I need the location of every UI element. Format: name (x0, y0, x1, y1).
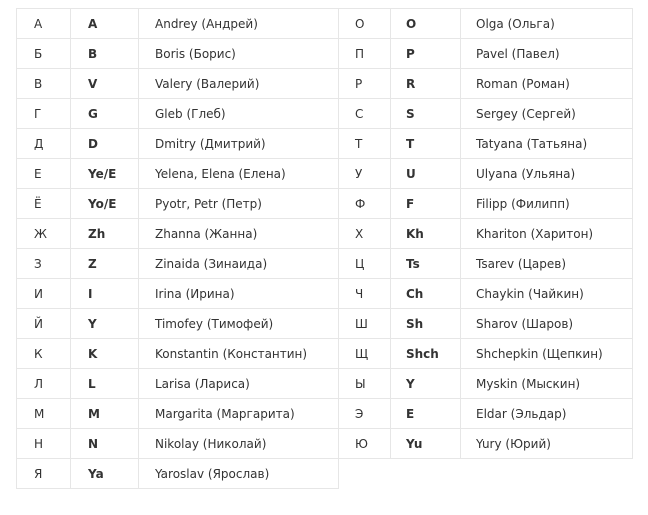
example-name-cell: Roman (Роман) (461, 69, 633, 99)
example-name-cell: Filipp (Филипп) (461, 189, 633, 219)
cyrillic-letter-cell: Г (17, 99, 71, 129)
table-row (17, 399, 633, 429)
latin-letter-cell: Sh (391, 309, 461, 339)
cyrillic-letter-cell: Л (17, 369, 71, 399)
example-name-cell: Sergey (Сергей) (461, 99, 633, 129)
table-row (17, 219, 633, 249)
latin-letter-cell: T (391, 129, 461, 159)
table-row (17, 69, 633, 99)
latin-letter-cell: F (391, 189, 461, 219)
cyrillic-letter-cell: Р (339, 69, 391, 99)
cyrillic-letter-cell: А (17, 9, 71, 39)
example-name-cell: Andrey (Андрей) (139, 9, 339, 39)
latin-letter-cell: Ya (71, 459, 139, 489)
example-name-cell: Larisa (Лариса) (139, 369, 339, 399)
example-name-cell: Yury (Юрий) (461, 429, 633, 459)
latin-letter-cell: M (71, 399, 139, 429)
cyrillic-letter-cell: Ю (339, 429, 391, 459)
example-name-cell (461, 459, 633, 489)
latin-letter-cell: Y (391, 369, 461, 399)
cyrillic-letter-cell: З (17, 249, 71, 279)
table-row (17, 369, 633, 399)
latin-letter-cell: Shch (391, 339, 461, 369)
example-name-cell: Khariton (Харитон) (461, 219, 633, 249)
latin-letter-cell: N (71, 429, 139, 459)
latin-letter-cell: U (391, 159, 461, 189)
table-row (17, 99, 633, 129)
latin-letter-cell: Y (71, 309, 139, 339)
latin-letter-cell: O (391, 9, 461, 39)
cyrillic-letter-cell: В (17, 69, 71, 99)
latin-letter-cell (391, 459, 461, 489)
cyrillic-letter-cell: Ф (339, 189, 391, 219)
table-row (17, 459, 633, 489)
latin-letter-cell: S (391, 99, 461, 129)
example-name-cell: Konstantin (Константин) (139, 339, 339, 369)
table-row (17, 9, 633, 39)
latin-letter-cell: Ye/E (71, 159, 139, 189)
example-name-cell: Margarita (Маргарита) (139, 399, 339, 429)
cyrillic-letter-cell: Ы (339, 369, 391, 399)
latin-letter-cell: Kh (391, 219, 461, 249)
cyrillic-letter-cell: Ч (339, 279, 391, 309)
example-name-cell: Myskin (Мыскин) (461, 369, 633, 399)
example-name-cell: Eldar (Эльдар) (461, 399, 633, 429)
latin-letter-cell: E (391, 399, 461, 429)
table-row (17, 429, 633, 459)
example-name-cell: Shchepkin (Щепкин) (461, 339, 633, 369)
example-name-cell: Sharov (Шаров) (461, 309, 633, 339)
cyrillic-letter-cell: Е (17, 159, 71, 189)
example-name-cell: Yaroslav (Ярослав) (139, 459, 339, 489)
cyrillic-letter-cell (339, 459, 391, 489)
cyrillic-letter-cell: Х (339, 219, 391, 249)
latin-letter-cell: G (71, 99, 139, 129)
example-name-cell: Tsarev (Царев) (461, 249, 633, 279)
cyrillic-letter-cell: С (339, 99, 391, 129)
table-row (17, 159, 633, 189)
example-name-cell: Valery (Валерий) (139, 69, 339, 99)
latin-letter-cell: Zh (71, 219, 139, 249)
example-name-cell: Ulyana (Ульяна) (461, 159, 633, 189)
example-name-cell: Tatyana (Татьяна) (461, 129, 633, 159)
cyrillic-letter-cell: Ё (17, 189, 71, 219)
table-row (17, 39, 633, 69)
cyrillic-letter-cell: П (339, 39, 391, 69)
cyrillic-letter-cell: Ц (339, 249, 391, 279)
example-name-cell: Zinaida (Зинаида) (139, 249, 339, 279)
cyrillic-letter-cell: К (17, 339, 71, 369)
table-row (17, 249, 633, 279)
latin-letter-cell: R (391, 69, 461, 99)
cyrillic-letter-cell: Б (17, 39, 71, 69)
example-name-cell: Chaykin (Чайкин) (461, 279, 633, 309)
example-name-cell: Yelena, Elena (Елена) (139, 159, 339, 189)
example-name-cell: Irina (Ирина) (139, 279, 339, 309)
cyrillic-letter-cell: Н (17, 429, 71, 459)
latin-letter-cell: P (391, 39, 461, 69)
cyrillic-letter-cell: Ш (339, 309, 391, 339)
example-name-cell: Pyotr, Petr (Петр) (139, 189, 339, 219)
transliteration-table-container (16, 8, 632, 489)
example-name-cell: Boris (Борис) (139, 39, 339, 69)
latin-letter-cell: Ch (391, 279, 461, 309)
latin-letter-cell: I (71, 279, 139, 309)
latin-letter-cell: D (71, 129, 139, 159)
example-name-cell: Timofey (Тимофей) (139, 309, 339, 339)
table-row (17, 339, 633, 369)
table-row (17, 129, 633, 159)
latin-letter-cell: Z (71, 249, 139, 279)
latin-letter-cell: K (71, 339, 139, 369)
cyrillic-letter-cell: И (17, 279, 71, 309)
latin-letter-cell: L (71, 369, 139, 399)
table-row (17, 309, 633, 339)
cyrillic-letter-cell: Щ (339, 339, 391, 369)
example-name-cell: Olga (Ольга) (461, 9, 633, 39)
cyrillic-letter-cell: М (17, 399, 71, 429)
cyrillic-letter-cell: Э (339, 399, 391, 429)
cyrillic-letter-cell: О (339, 9, 391, 39)
latin-letter-cell: Ts (391, 249, 461, 279)
cyrillic-letter-cell: Д (17, 129, 71, 159)
cyrillic-letter-cell: У (339, 159, 391, 189)
table-row (17, 189, 633, 219)
cyrillic-letter-cell: Ж (17, 219, 71, 249)
latin-letter-cell: Yo/E (71, 189, 139, 219)
cyrillic-letter-cell: Т (339, 129, 391, 159)
latin-letter-cell: A (71, 9, 139, 39)
table-row (17, 279, 633, 309)
example-name-cell: Dmitry (Дмитрий) (139, 129, 339, 159)
cyrillic-letter-cell: Й (17, 309, 71, 339)
example-name-cell: Zhanna (Жанна) (139, 219, 339, 249)
transliteration-table (16, 8, 633, 489)
cyrillic-letter-cell: Я (17, 459, 71, 489)
example-name-cell: Nikolay (Николай) (139, 429, 339, 459)
table-body (17, 9, 633, 489)
example-name-cell: Pavel (Павел) (461, 39, 633, 69)
example-name-cell: Gleb (Глеб) (139, 99, 339, 129)
latin-letter-cell: Yu (391, 429, 461, 459)
latin-letter-cell: B (71, 39, 139, 69)
latin-letter-cell: V (71, 69, 139, 99)
